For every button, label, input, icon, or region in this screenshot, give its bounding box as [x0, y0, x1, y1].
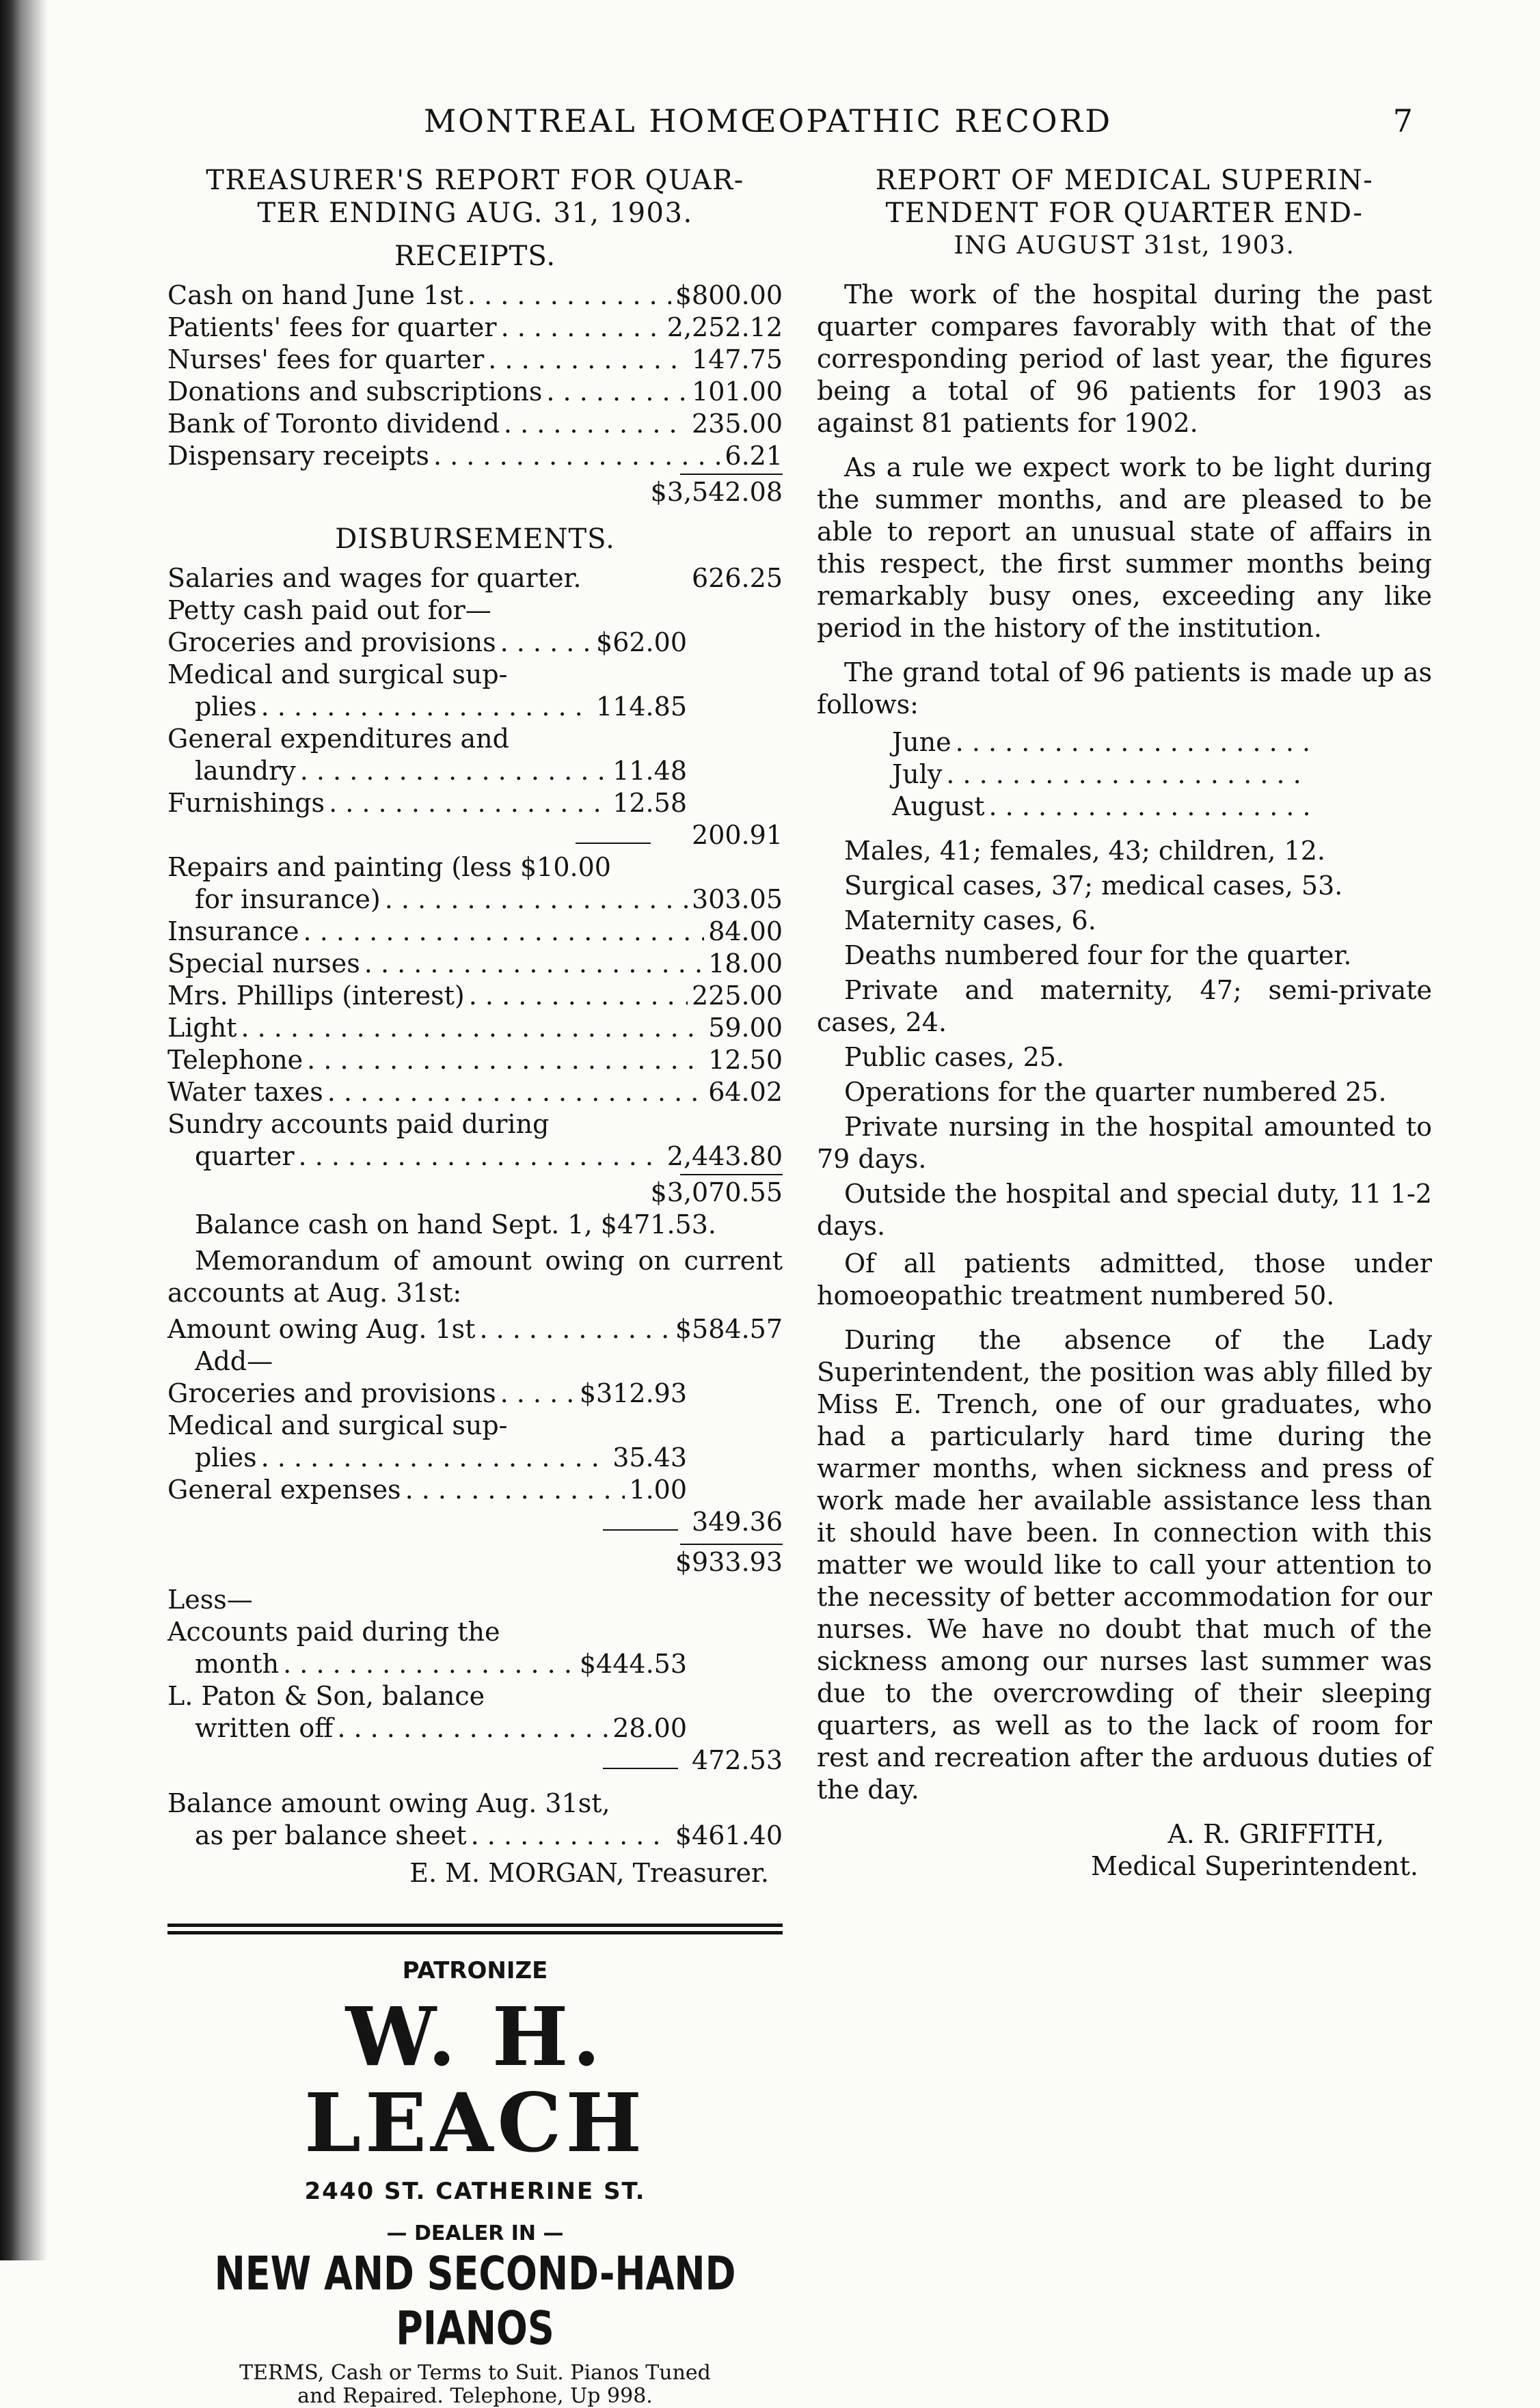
stat-private-nursing: Private nursing in the hospital amounted to 79 days. [817, 1112, 1432, 1174]
disb-total: $3,070.55 [650, 1177, 783, 1207]
petty-cash-row: laundry . . . 11.48 [167, 755, 687, 787]
treasurer-report [167, 164, 783, 2408]
sundry-row: quarter . . . 2,443.80 [167, 1140, 783, 1173]
stat-sex: Males, 41; females, 43; children, 12. [844, 836, 1325, 866]
page-number: 7 [1392, 102, 1415, 139]
add-row: General expenses . . . 1.00 [167, 1474, 687, 1506]
memorandum: Memorandum of amount owing on current accounts at Aug. 31st: [167, 1246, 783, 1308]
add-heading: Add— [195, 1346, 273, 1376]
repairs-row: for insurance) . . . 303.05 [167, 884, 783, 916]
paragraph-2: As a rule we expect work to be light during the summer months, and are pleased to be able to report an unusual state of affairs in this respect, the first summer months being remarkably busy ones, exceeding any like period in the history of the institution. [817, 452, 1432, 643]
petty-cash-row-label: General expenditures and [167, 724, 509, 754]
disbursement-row: Mrs. Phillips (interest) . . . 225.00 [167, 980, 783, 1012]
medical-report [817, 164, 1432, 1883]
disbursement-row: Water taxes . . . 64.02 [167, 1076, 783, 1108]
receipt-row: Donations and subscriptions . . . 101.00 [167, 376, 783, 408]
medical-signature-name: A. R. GRIFFITH, [1167, 1819, 1384, 1849]
other-disbursements [167, 916, 783, 1108]
add-total-row [167, 1506, 783, 1538]
stat-outside-duty: Outside the hospital and special duty, 11 1-2 days. [817, 1179, 1432, 1241]
salaries-row: Salaries and wages for quarter. 626.25 [167, 563, 783, 593]
receipts-list [167, 279, 783, 472]
ad-dealer-in: — DEALER IN — [386, 2221, 564, 2245]
add-row: Groceries and provisions . . . $312.93 [167, 1378, 687, 1410]
disbursement-row: Light . . . 59.00 [167, 1012, 783, 1044]
receipt-row: Bank of Toronto dividend . . . 235.00 [167, 408, 783, 440]
repairs-line1: Repairs and painting (less $10.00 [167, 852, 611, 882]
add-total: 349.36 [692, 1507, 783, 1537]
balance-cash: Balance cash on hand Sept. 1, $471.53. [195, 1209, 716, 1240]
ad-headline: NEW AND SECOND-HAND PIANOS [214, 2247, 736, 2355]
petty-total: 200.91 [692, 820, 783, 850]
running-head [424, 102, 1415, 139]
disbursement-row: Telephone . . . 12.50 [167, 1044, 783, 1076]
rule [680, 474, 783, 475]
receipts-total: $3,542.08 [650, 477, 783, 507]
less-row-label: L. Paton & Son, balance [167, 1681, 485, 1711]
balance-owing-line1: Balance amount owing Aug. 31st, [167, 1788, 610, 1818]
grand-total-row [167, 1546, 783, 1578]
disb-total-row [167, 1177, 783, 1209]
receipts-total-row [167, 476, 783, 508]
petty-cash-row: Furnishings . . . 12.58 [167, 787, 687, 819]
advertisement [167, 1924, 783, 2408]
less-list [167, 1616, 687, 1745]
receipts-heading: RECEIPTS. [394, 241, 556, 272]
disbursements-heading: DISBURSEMENTS. [335, 523, 615, 555]
ad-business-name: W. H. LEACH [304, 1989, 646, 2170]
stat-surgical: Surgical cases, 37; medical cases, 53. [844, 871, 1343, 901]
add-list [167, 1378, 687, 1506]
disbursement-row: Insurance . . . 84.00 [167, 916, 783, 948]
journal-title: MONTREAL HOMŒOPATHIC RECORD [424, 102, 1113, 139]
add-row: plies . . . 35.43 [167, 1442, 687, 1474]
less-total: 472.53 [692, 1745, 783, 1775]
petty-cash-row: Groceries and provisions . . . $62.00 [167, 627, 687, 659]
stat-operations: Operations for the quarter numbered 25. [844, 1077, 1387, 1107]
ad-patronize: PATRONIZE [402, 1957, 548, 1984]
ad-terms: TERMS, Cash or Terms to Suit. Pianos Tuned and Repaired. Telephone, Up 998. [239, 2361, 711, 2408]
owing-row: Amount owing Aug. 1st . . . $584.57 [167, 1313, 783, 1345]
stat-public: Public cases, 25. [844, 1042, 1065, 1072]
receipt-row: Patients' fees for quarter . . . 2,252.12 [167, 312, 783, 344]
treasurer-signature: E. M. MORGAN, Treasurer. [409, 1858, 769, 1888]
monthly-totals [892, 726, 1316, 823]
petty-cash-row-label: Medical and surgical sup- [167, 659, 508, 689]
petty-cash-row: plies . . . 114.85 [167, 691, 687, 723]
sundry-line1: Sundry accounts paid during [167, 1109, 550, 1139]
stat-private: Private and maternity, 47; semi-private cases, 24. [817, 975, 1432, 1037]
scan-binding-edge [0, 0, 48, 2260]
petty-cash-list [167, 627, 687, 819]
less-heading: Less— [167, 1585, 253, 1615]
treasurer-title: TREASURER'S REPORT FOR QUAR- TER ENDING AUG. 31, 1903. [206, 165, 744, 229]
month-row: June . . . [892, 726, 1316, 758]
medical-signature-title: Medical Superintendent. [1090, 1851, 1418, 1881]
month-row: July . . . [892, 758, 1316, 791]
grand-total: $933.93 [675, 1547, 783, 1577]
medical-title: REPORT OF MEDICAL SUPERIN- TENDENT FOR QUARTER END- ING AUGUST 31st, 1903. [875, 165, 1374, 260]
less-total-row [167, 1745, 783, 1777]
receipt-row: Dispensary receipts . . . 6.21 [167, 440, 783, 472]
receipt-row: Nurses' fees for quarter . . . 147.75 [167, 344, 783, 376]
paragraph-3: The grand total of 96 patients is made up as follows: [817, 657, 1432, 720]
stat-maternity: Maternity cases, 6. [844, 905, 1096, 935]
stat-homoeopathic: Of all patients admitted, those under homoeopathic treatment numbered 50. [817, 1248, 1432, 1311]
disbursement-row: Special nurses . . . 18.00 [167, 948, 783, 980]
add-row-label: Medical and surgical sup- [167, 1410, 508, 1440]
balance-owing-row: as per balance sheet . . . $461.40 [167, 1820, 783, 1852]
ad-address: 2440 ST. CATHERINE ST. [304, 2178, 646, 2205]
petty-total-row [167, 819, 783, 851]
paragraph-4: During the absence of the Lady Superintendent, the position was ably filled by Miss E. Trench, one of our graduates, who had a particularly hard time during the warmer months, when sickness and press of work made her available assistance less than it should have been. In connection with this matter we would like to call your attention to the necessity of better accommodation for our nurses. We have no doubt that much of the sickness among our nurses last summer was due to the overcrowding of their sleeping quarters, as well as to the lack of room for rest and recreation after the arduous duties of the day. [817, 1325, 1432, 1805]
receipt-row: Cash on hand June 1st . . . $800.00 [167, 279, 783, 312]
less-row-label: Accounts paid during the [167, 1617, 500, 1647]
paragraph-1: The work of the hospital during the past quarter compares favorably with that of the corresponding period of last year, the figures being a total of 96 patients for 1903 as against 81 patients for 1902. [817, 279, 1432, 438]
petty-cash-heading: Petty cash paid out for— [167, 595, 491, 625]
less-row: month . . . $444.53 [167, 1648, 687, 1680]
less-row: written off . . . 28.00 [167, 1712, 687, 1745]
stat-deaths: Deaths numbered four for the quarter. [844, 940, 1352, 970]
month-row: August . . . [892, 791, 1316, 823]
